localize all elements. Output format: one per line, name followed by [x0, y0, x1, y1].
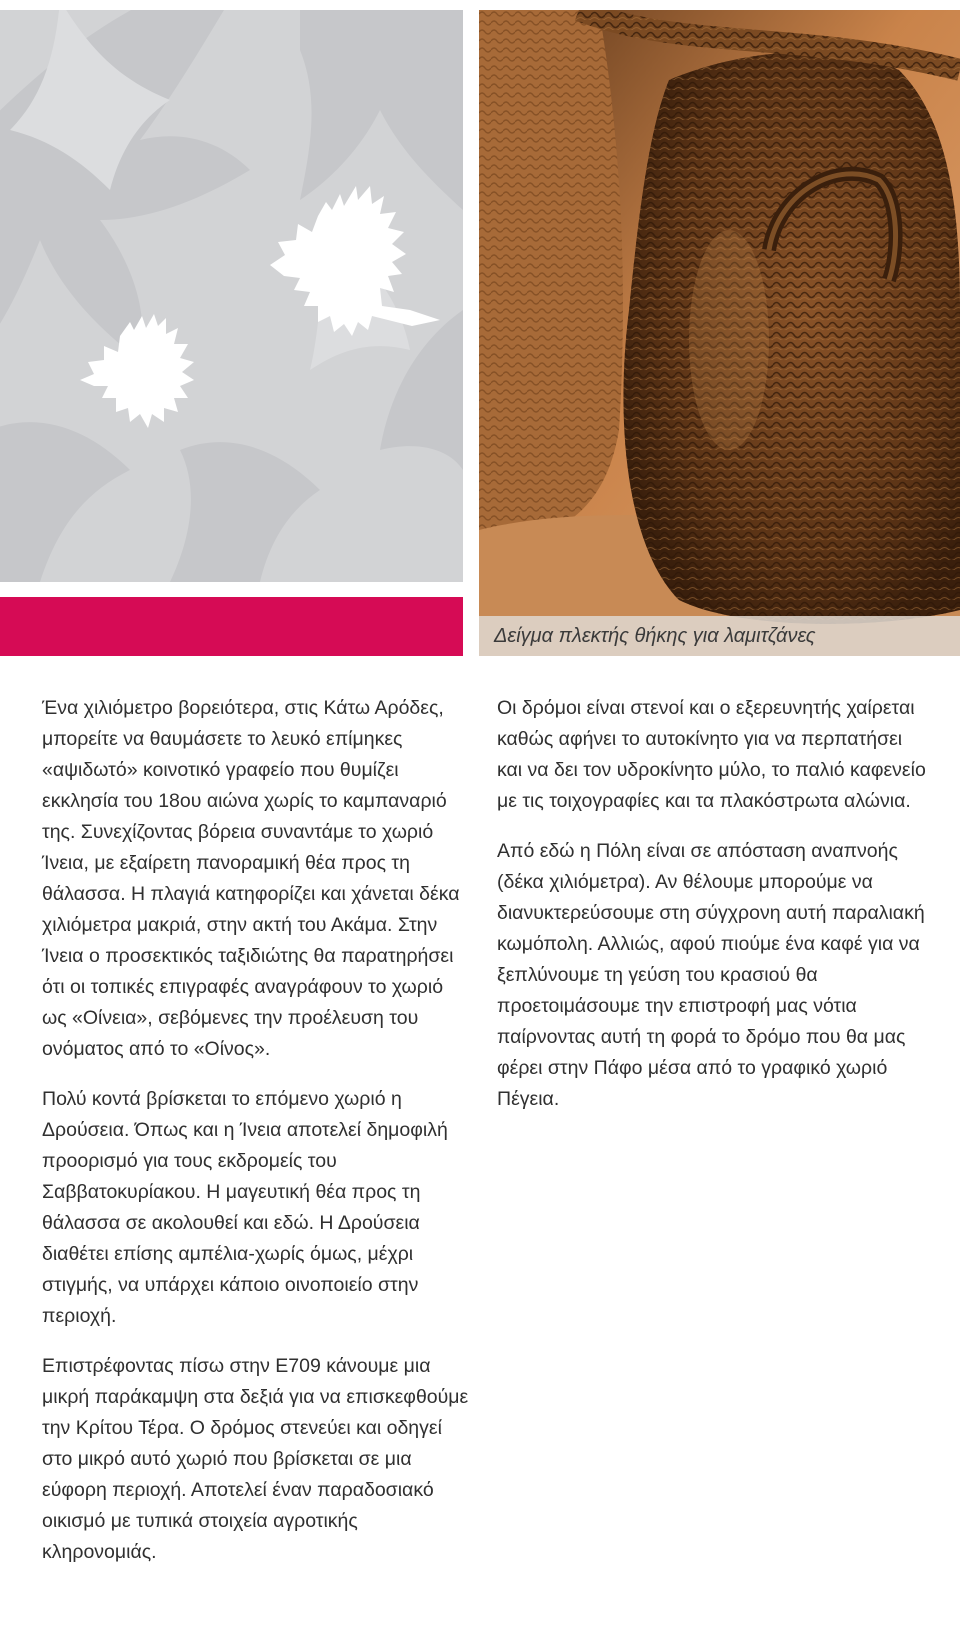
- woven-basket-image: [479, 10, 960, 656]
- decorative-leaf-panel: [0, 10, 463, 582]
- paragraph: Επιστρέφοντας πίσω στην Ε709 κάνουμε μια μικρή παράκαμψη στα δεξιά για να επισκεφθούμε την Κρίτου Τέρα. Ο δρόμος στενεύει και οδηγεί στο μικρό αυτό χωριό που βρίσκεται σε μια εύφορη περιοχή. Αποτελεί έναν παραδοσιακό οικισμό με τυπικά στοιχεία αγροτικής κληρονομιάς.: [42, 1355, 469, 1563]
- paragraph: Ένα χιλιόμετρο βορειότερα, στις Κάτω Αρόδες, μπορείτε να θαυμάσετε το λευκό επίμηκες «αψιδωτό» κοινοτικό γραφείο που θυμίζει εκκλησία του 18ου αιώνα χωρίς το καμπαναριό της. Συνεχίζοντας βόρεια συναντάμε το χωριό Ίνεια, με εξαίρετη πανοραμική θέα προς τη θάλασσα. Η πλαγιά κατηφορίζει και χάνεται δέκα χιλιόμετρα μακριά, στην ακτή του Ακάμα. Στην Ίνεια ο προσεκτικός ταξιδιώτης θα παρατηρήσει ότι οι τοπικές επιγραφές αναγράφουν το χωριό ως «Οίνεια», σεβόμενες την προέλευση του ονόματος από το «Οίνος».: [42, 697, 460, 1060]
- vine-leaf-icon: [270, 186, 440, 336]
- vine-leaf-icon: [80, 314, 194, 428]
- paragraph: Πολύ κοντά βρίσκεται το επόμενο χωριό η Δρούσεια. Όπως και η Ίνεια αποτελεί δημοφιλή προορισμό για τους εκδρομείς του Σαββατοκυρίακου. Η μαγευτική θέα προς τη θάλασσα σε ακολουθεί και εδώ. Η Δρούσεια διαθέτει επίσης αμπέλια-χωρίς όμως, μέχρι στιγμής, να υπάρχει κάποιο οινοποιείο στην περιοχή.: [42, 1088, 448, 1327]
- accent-bar: [0, 597, 463, 656]
- paragraph: Οι δρόμοι είναι στενοί και ο εξερευνητής χαίρεται καθώς αφήνει το αυτοκίνητο για να περπατήσει και να δει τον υδροκίνητο μύλο, το παλιό καφενείο με τις τοιχογραφίες και τα πλακόστρωτα αλώνια.: [497, 697, 926, 812]
- basket-photo: [479, 10, 960, 656]
- leaf-pattern-graphic: [0, 10, 463, 582]
- paragraph: Από εδώ η Πόλη είναι σε απόσταση αναπνοής (δέκα χιλιόμετρα). Αν θέλουμε μπορούμε να διανυκτερεύσουμε στη σύγχρονη αυτή παραλιακή κωμόπολη. Αλλιώς, αφού πιούμε ένα καφέ για να ξεπλύνουμε τη γεύση του κρασιού θα προετοιμάσουμε την επιστροφή μας νότια παίρνοντας αυτή τη φορά το δρόμο που θα μας φέρει στην Πάφο μέσα από το γραφικό χωριό Πέγεια.: [497, 840, 925, 1110]
- photo-caption: Δείγμα πλεκτής θήκης για λαμιτζάνες: [479, 616, 960, 656]
- text-column-right: [497, 693, 927, 1134]
- text-column-left: [42, 693, 472, 1587]
